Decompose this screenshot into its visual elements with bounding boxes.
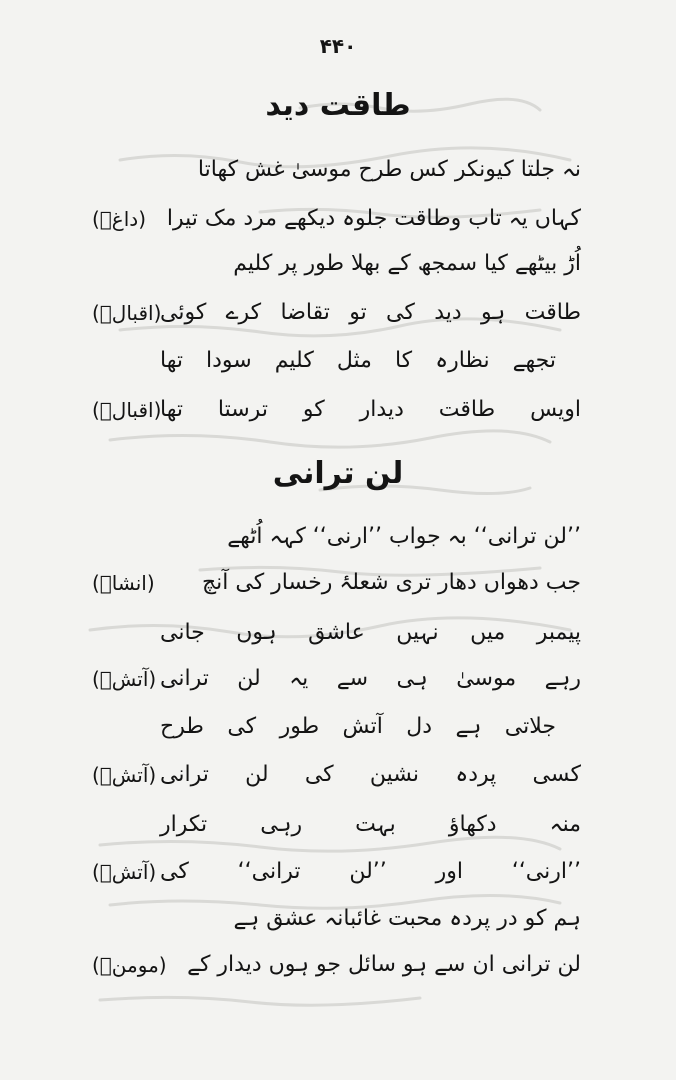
verse-line: تجھے نظارہ کا مثل کلیم سودا تھا bbox=[160, 348, 556, 373]
verse-line: پیمبر میں نہیں عاشق ہوں جانی bbox=[160, 620, 581, 645]
verse-line: نہ جلتا کیونکر کس طرح موسیٰ غش کھاتا bbox=[197, 157, 581, 182]
verse-line: جلاتی ہے دل آتش طور کی طرح bbox=[160, 714, 556, 739]
verse-line: ’’لن ترانی‘‘ بہ جواب ’’ارنی‘‘ کہہ اُٹھے bbox=[227, 524, 581, 549]
poet-attribution: (داغؔ) bbox=[92, 207, 147, 231]
verse-line: منہ دکھاؤ بہت رہی تکرار bbox=[160, 812, 581, 837]
verse-line: لن ترانی ان سے ہو سائل جو ہوں دیدار کے bbox=[187, 952, 581, 977]
verse-line: طاقت ہو دید کی تو تقاضا کرے کوئی bbox=[160, 300, 581, 325]
verse-line: رہے موسیٰ ہی سے یہ لن ترانی bbox=[160, 666, 581, 691]
verse-line: اُڑ بیٹھے کیا سمجھ کے بھلا طور پر کلیم bbox=[233, 251, 581, 276]
verse-line: جب دھواں دھار تری شعلۂ رخسار کی آنچ bbox=[201, 570, 581, 595]
section-heading-lan-tarani: لن ترانی bbox=[272, 456, 404, 491]
poet-attribution: (آتشؔ) bbox=[92, 667, 157, 691]
poet-attribution: (آتشؔ) bbox=[92, 860, 157, 884]
poet-attribution: (انشاؔ) bbox=[92, 571, 155, 595]
poet-attribution: (آتشؔ) bbox=[92, 763, 157, 787]
verse-line: ’’ارنی‘‘ اور ’’لن ترانی‘‘ کی bbox=[160, 859, 581, 884]
poet-attribution: (اقبالؔ) bbox=[92, 301, 162, 325]
verse-line: ہم کو در پردہ محبت غائبانہ عشق ہے bbox=[233, 906, 581, 931]
page-number: ۴۴۰ bbox=[319, 34, 357, 58]
poet-attribution: (اقبالؔ) bbox=[92, 398, 162, 422]
poet-attribution: (مومنؔ) bbox=[92, 953, 167, 977]
section-heading-taqat-e-deed: طاقت دید bbox=[265, 88, 411, 123]
verse-line: کسی پردہ نشین کی لن ترانی bbox=[160, 762, 581, 787]
verse-line: اویس طاقت دیدار کو ترستا تھا bbox=[160, 397, 581, 422]
verse-line: کہاں یہ تاب وطاقت جلوہ دیکھے مرد مک تیرا bbox=[166, 206, 581, 231]
